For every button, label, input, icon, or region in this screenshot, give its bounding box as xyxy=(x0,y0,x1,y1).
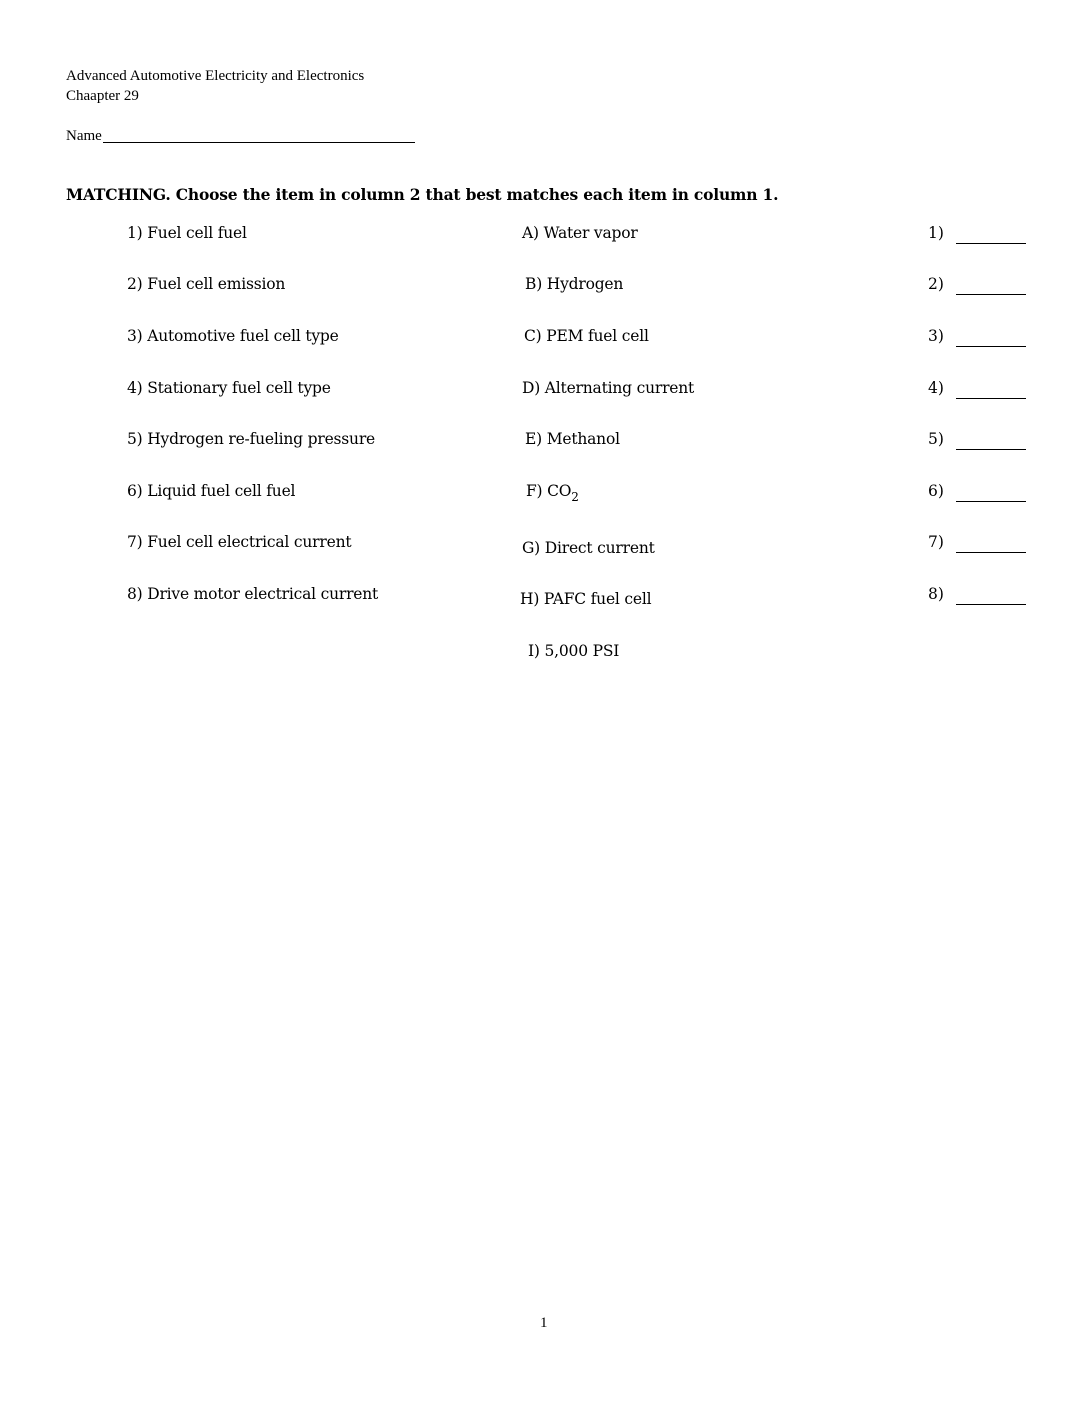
column2-item-co2 xyxy=(526,482,579,504)
column2-item: G) Direct current xyxy=(522,539,655,557)
column2-item: D) Alternating current xyxy=(522,379,695,397)
answer-number: 4) xyxy=(928,379,944,397)
co2-subscript: 2 xyxy=(571,490,579,504)
column1-item: 4) Stationary fuel cell type xyxy=(127,379,331,397)
answer-blank[interactable] xyxy=(956,398,1026,399)
column2-item: E) Methanol xyxy=(525,430,620,448)
answer-number: 5) xyxy=(928,430,944,448)
column2-item: C) PEM fuel cell xyxy=(524,327,649,345)
column2-item: B) Hydrogen xyxy=(525,275,624,293)
answer-number: 1) xyxy=(928,224,944,242)
answer-number: 3) xyxy=(928,327,944,345)
instructions: MATCHING. Choose the item in column 2 that best matches each item in column 1. xyxy=(66,185,779,204)
column2-item: A) Water vapor xyxy=(522,224,638,242)
page-number: 1 xyxy=(540,1315,548,1331)
answer-number: 6) xyxy=(928,482,944,500)
name-field[interactable] xyxy=(103,126,415,143)
answer-number: 8) xyxy=(928,585,944,603)
co2-text: F) CO xyxy=(526,482,572,500)
answer-blank[interactable] xyxy=(956,294,1026,295)
chapter-title: Chaapter 29 xyxy=(66,88,139,104)
course-title: Advanced Automotive Electricity and Electronics xyxy=(66,68,365,84)
answer-blank[interactable] xyxy=(956,501,1026,502)
column1-item: 8) Drive motor electrical current xyxy=(127,585,379,603)
column1-item: 1) Fuel cell fuel xyxy=(127,224,247,242)
column1-item: 6) Liquid fuel cell fuel xyxy=(127,482,296,500)
column1-item: 3) Automotive fuel cell type xyxy=(127,327,339,345)
name-label: Name xyxy=(66,128,102,144)
column1-item: 2) Fuel cell emission xyxy=(127,275,286,293)
answer-blank[interactable] xyxy=(956,552,1026,553)
answer-number: 7) xyxy=(928,533,944,551)
column2-item: I) 5,000 PSI xyxy=(528,642,620,660)
column1-item: 7) Fuel cell electrical current xyxy=(127,533,352,551)
column1-item: 5) Hydrogen re-fueling pressure xyxy=(127,430,376,448)
answer-blank[interactable] xyxy=(956,346,1026,347)
answer-number: 2) xyxy=(928,275,944,293)
column2-item: H) PAFC fuel cell xyxy=(520,590,652,608)
answer-blank[interactable] xyxy=(956,449,1026,450)
answer-blank[interactable] xyxy=(956,243,1026,244)
name-row xyxy=(66,126,415,145)
answer-blank[interactable] xyxy=(956,604,1026,605)
